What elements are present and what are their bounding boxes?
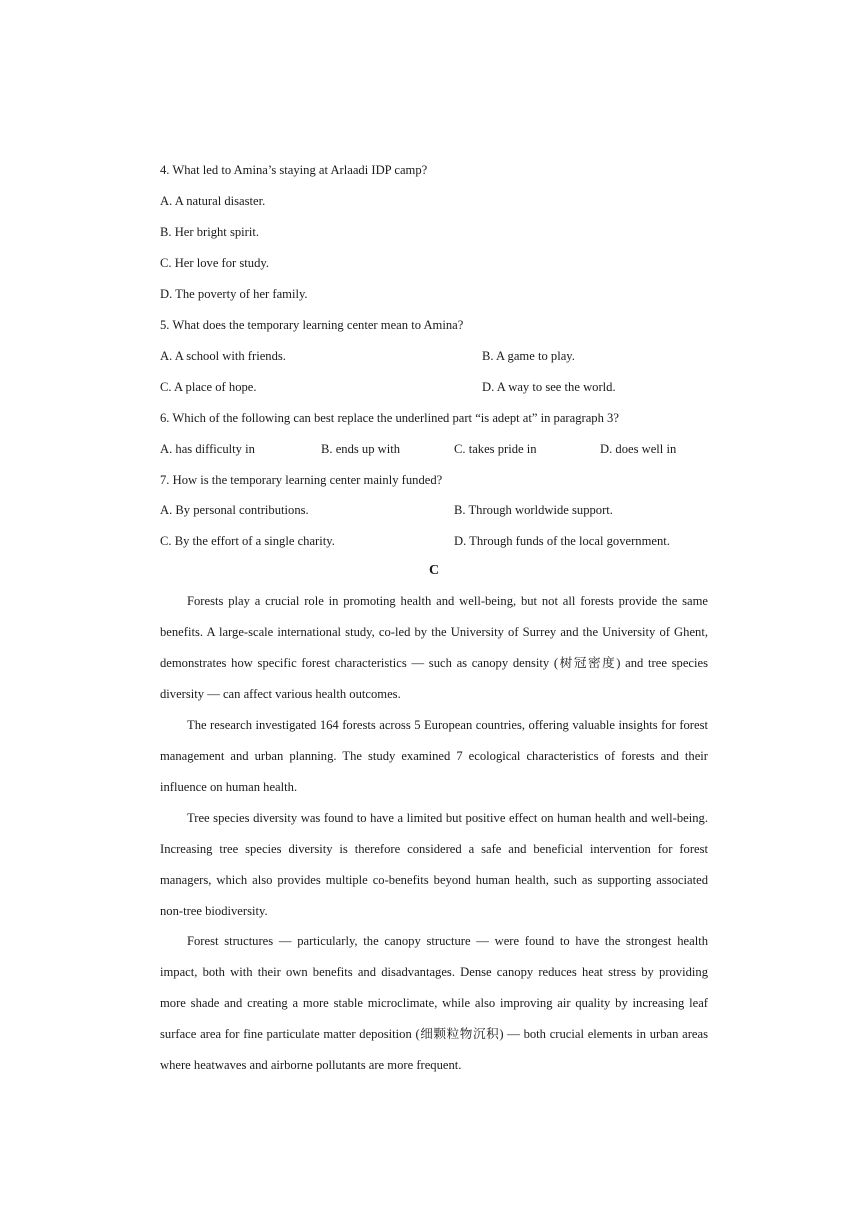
question-4-option-c: C. Her love for study.	[160, 256, 270, 270]
question-5-option-c: C. A place of hope.	[160, 380, 257, 394]
question-6-option-a: A. has difficulty in	[160, 442, 255, 456]
section-heading: C	[428, 563, 440, 578]
question-5-option-d: D. A way to see the world.	[482, 380, 616, 394]
question-6-option-d: D. does well in	[600, 442, 677, 456]
question-6-option-b: B. ends up with	[321, 442, 401, 456]
passage-paragraph-2: The research investigated 164 forests across 5 European countries, offering valuable insights for forest management and urban planning. The study examined 7 ecological characteristics of forests and their influence on human health.	[160, 718, 708, 794]
question-5-option-a: A. A school with friends.	[160, 349, 286, 363]
passage-paragraph-1: Forests play a crucial role in promoting health and well-being, but not all forests provide the same benefits. A large-scale international study, co-led by the University of Surrey and the University of Ghent, demonstrates how specific forest characteristics — such as canopy density (树冠密度) and tree species diversity — can affect various health outcomes.	[160, 594, 708, 701]
question-7-option-c: C. By the effort of a single charity.	[160, 534, 335, 548]
question-4-option-b: B. Her bright spirit.	[160, 225, 259, 239]
question-7-option-d: D. Through funds of the local government.	[454, 534, 670, 548]
question-6-option-c: C. takes pride in	[454, 442, 537, 456]
question-7-stem: 7. How is the temporary learning center mainly funded?	[160, 473, 443, 487]
passage-paragraph-3: Tree species diversity was found to have a limited but positive effect on human health and well-being. Increasing tree species diversity is therefore considered a safe and beneficial intervention for forest managers, which also provides multiple co-benefits beyond human health, such as supporting associated non-tree biodiversity.	[160, 811, 708, 918]
question-4-option-a: A. A natural disaster.	[160, 194, 266, 208]
question-7-option-b: B. Through worldwide support.	[454, 503, 613, 517]
question-4-option-d: D. The poverty of her family.	[160, 287, 308, 301]
passage-paragraph-4: Forest structures — particularly, the canopy structure — were found to have the strongest health impact, both with their own benefits and disadvantages. Dense canopy reduces heat stress by providing more shade and creating a more stable microclimate, while also improving air quality by increasing leaf surface area for fine particulate matter deposition (细颗粒物沉积) — both crucial elements in urban areas where heatwaves and airborne pollutants are more frequent.	[160, 934, 708, 1072]
question-6-stem: 6. Which of the following can best replace the underlined part “is adept at” in paragraph 3?	[160, 411, 619, 425]
question-5-option-b: B. A game to play.	[482, 349, 575, 363]
question-7-option-a: A. By personal contributions.	[160, 503, 309, 517]
question-5-stem: 5. What does the temporary learning center mean to Amina?	[160, 318, 464, 332]
question-4-stem: 4. What led to Amina’s staying at Arlaadi IDP camp?	[160, 163, 428, 177]
